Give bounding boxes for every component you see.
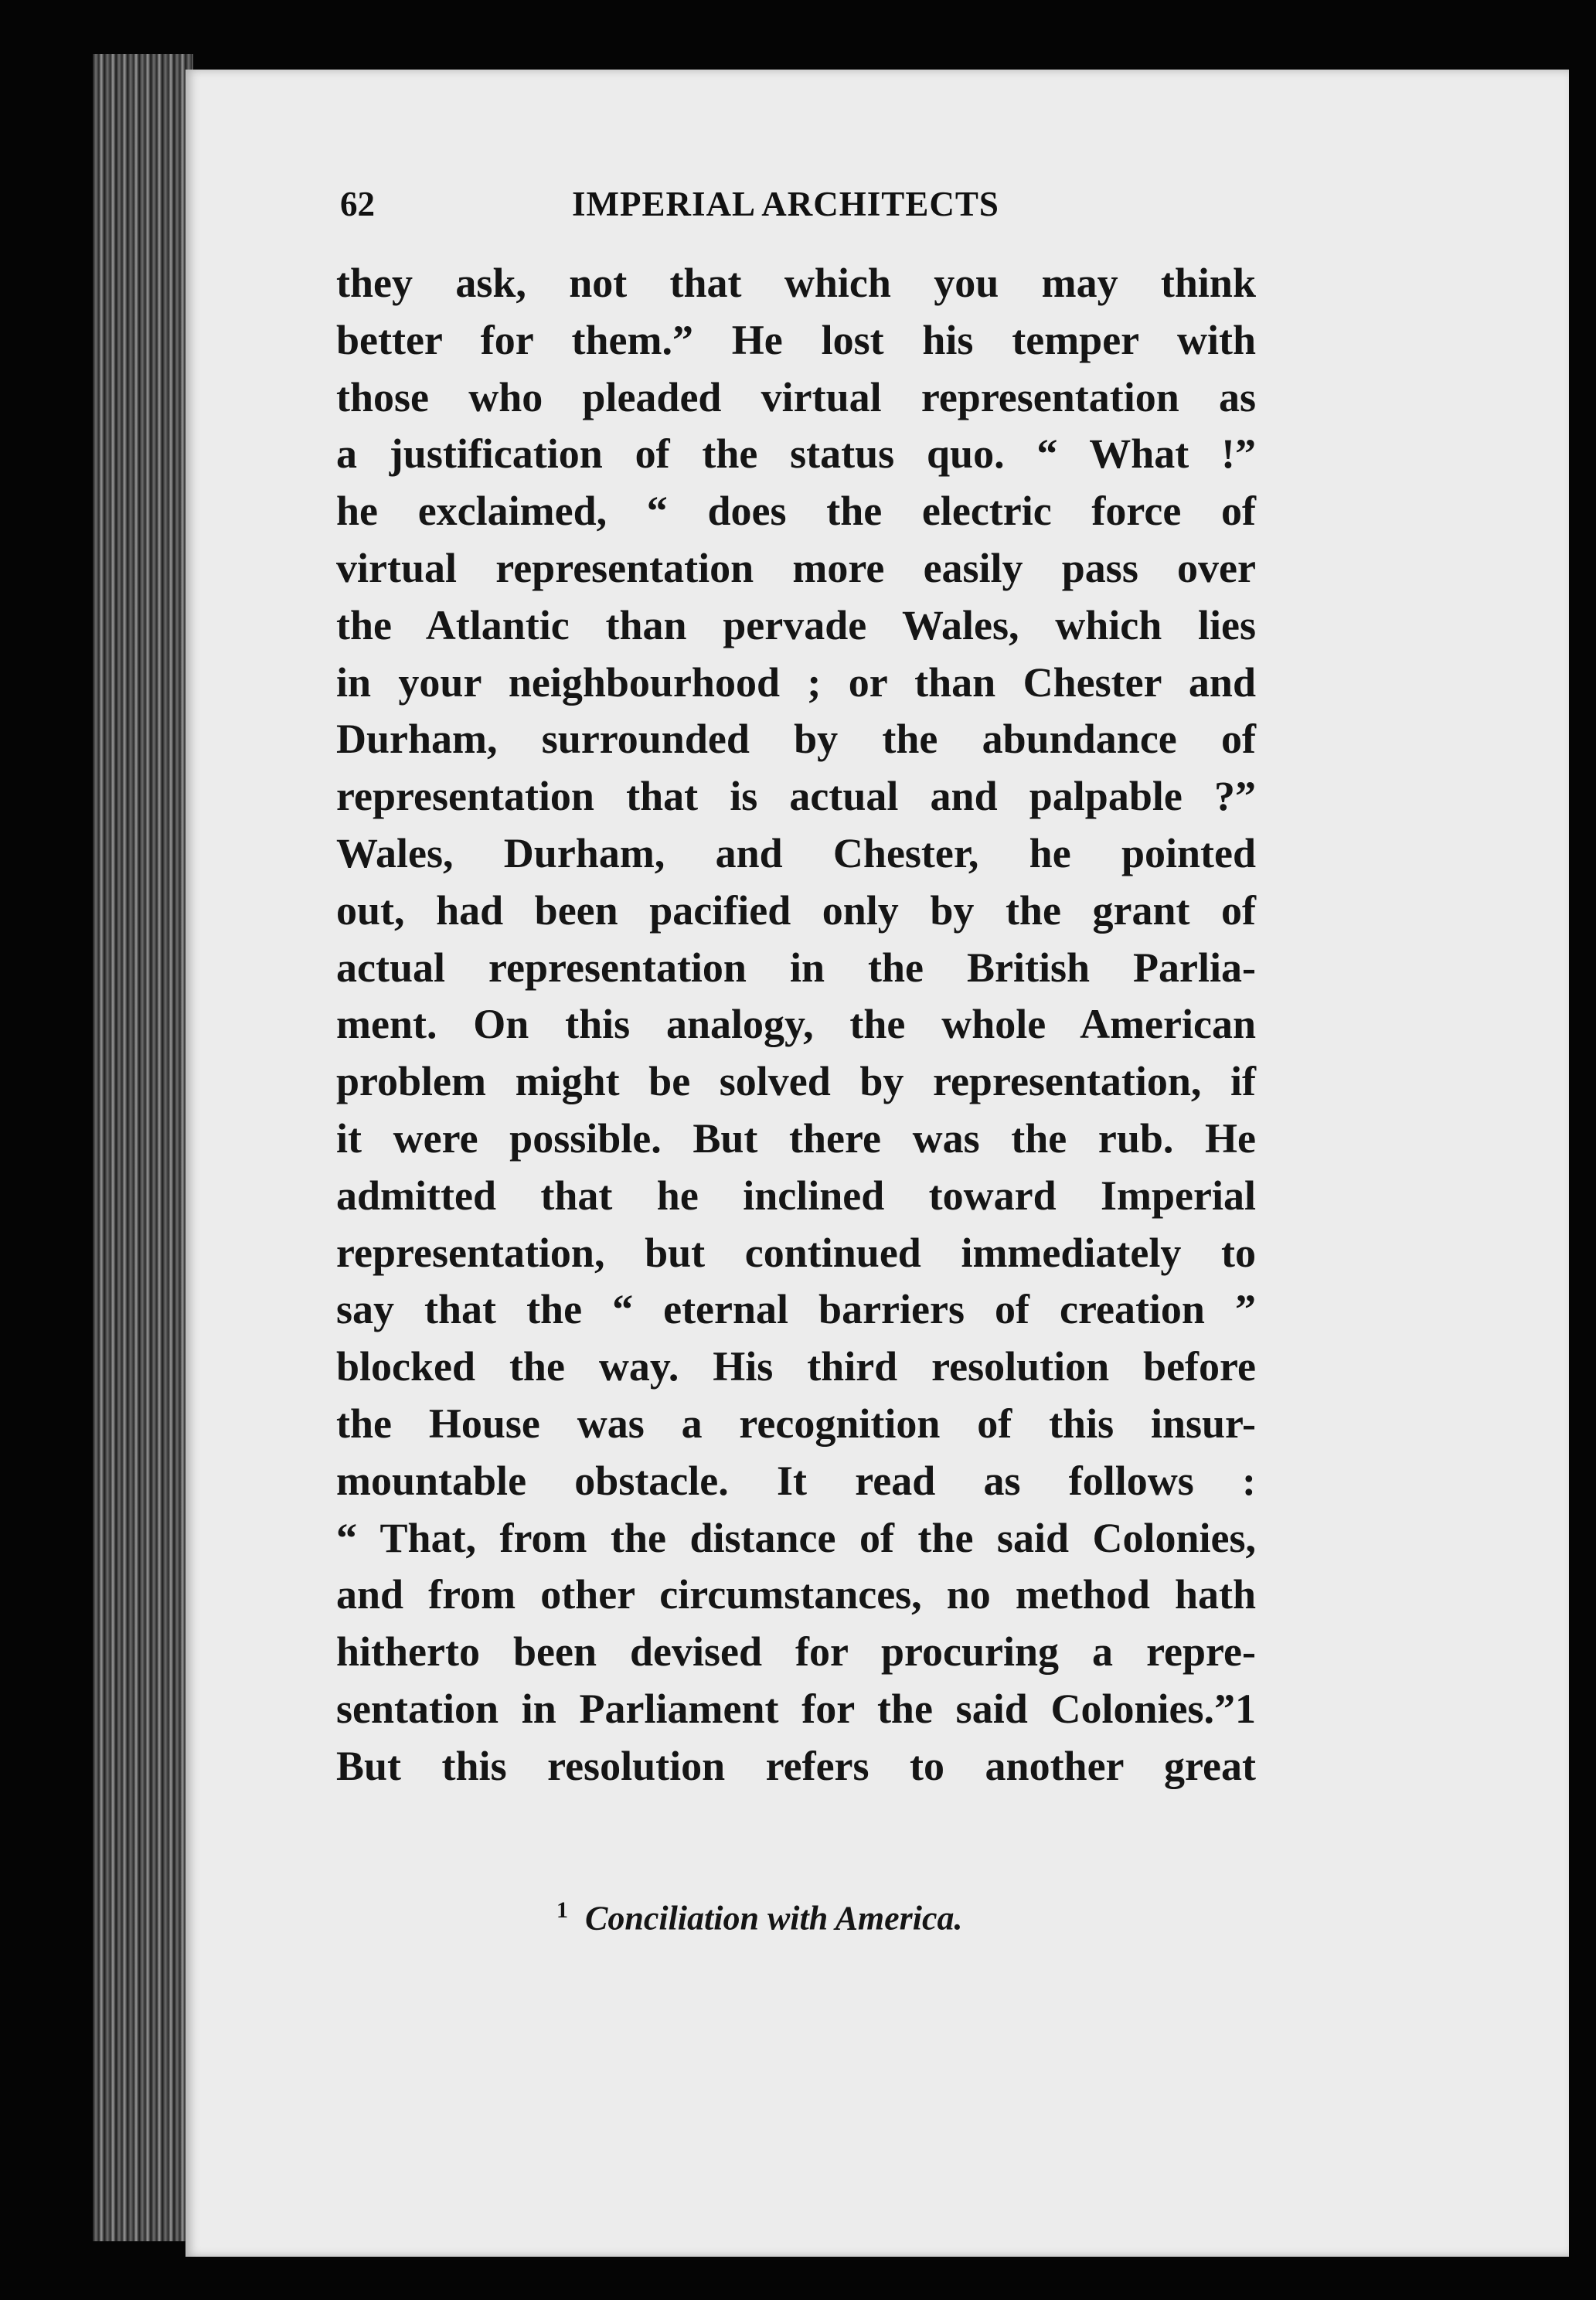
text-line: better for them.” He lost his temper with [336, 316, 1256, 363]
text-line: and from other circumstances, no method hath [336, 1571, 1256, 1618]
text-line: actual representation in the British Parlia- [336, 944, 1256, 991]
text-line: representation, but continued immediately to [336, 1229, 1256, 1276]
page-number: 62 [340, 185, 375, 223]
text-line: he exclaimed, “ does the electric force of [336, 488, 1256, 535]
text-line: Wales, Durham, and Chester, he pointed [336, 829, 1256, 876]
running-head [340, 184, 1244, 238]
text-line: representation that is actual and palpable ?” [336, 773, 1256, 820]
text-line: sentation in Parliament for the said Colonies.”1 [336, 1685, 1256, 1732]
body-text [336, 255, 1256, 1795]
text-line: virtual representation more easily pass over [336, 544, 1256, 591]
footnote [556, 1897, 1252, 1938]
text-line: Durham, surrounded by the abundance of [336, 716, 1256, 763]
text-line: say that the “ eternal barriers of creation ” [336, 1286, 1256, 1333]
text-line: the Atlantic than pervade Wales, which lies [336, 601, 1256, 648]
book-binding-edge [93, 54, 193, 2241]
text-line: admitted that he inclined toward Imperial [336, 1172, 1256, 1219]
text-line: mountable obstacle. It read as follows : [336, 1457, 1256, 1504]
text-line: the House was a recognition of this insur- [336, 1400, 1256, 1447]
text-line: it were possible. But there was the rub. He [336, 1114, 1256, 1162]
text-line: out, had been pacified only by the grant of [336, 886, 1256, 934]
text-line: those who pleaded virtual representation as [336, 373, 1256, 420]
footnote-text: Conciliation with America. [585, 1899, 963, 1938]
text-line: a justification of the status quo. “ What !” [336, 430, 1256, 478]
text-line: “ That, from the distance of the said Colonies, [336, 1514, 1256, 1561]
running-title: IMPERIAL ARCHITECTS [572, 185, 999, 223]
text-line: blocked the way. His third resolution before [336, 1343, 1256, 1390]
text-line: they ask, not that which you may think [336, 260, 1256, 306]
text-line: hitherto been devised for procuring a repre- [336, 1628, 1256, 1676]
text-line: problem might be solved by representation, if [336, 1058, 1256, 1105]
text-line: ment. On this analogy, the whole American [336, 1001, 1256, 1048]
text-line: in your neighbourhood ; or than Chester and [336, 658, 1256, 706]
footnote-marker: 1 [556, 1897, 568, 1923]
text-line: But this resolution refers to another great [336, 1742, 1256, 1789]
